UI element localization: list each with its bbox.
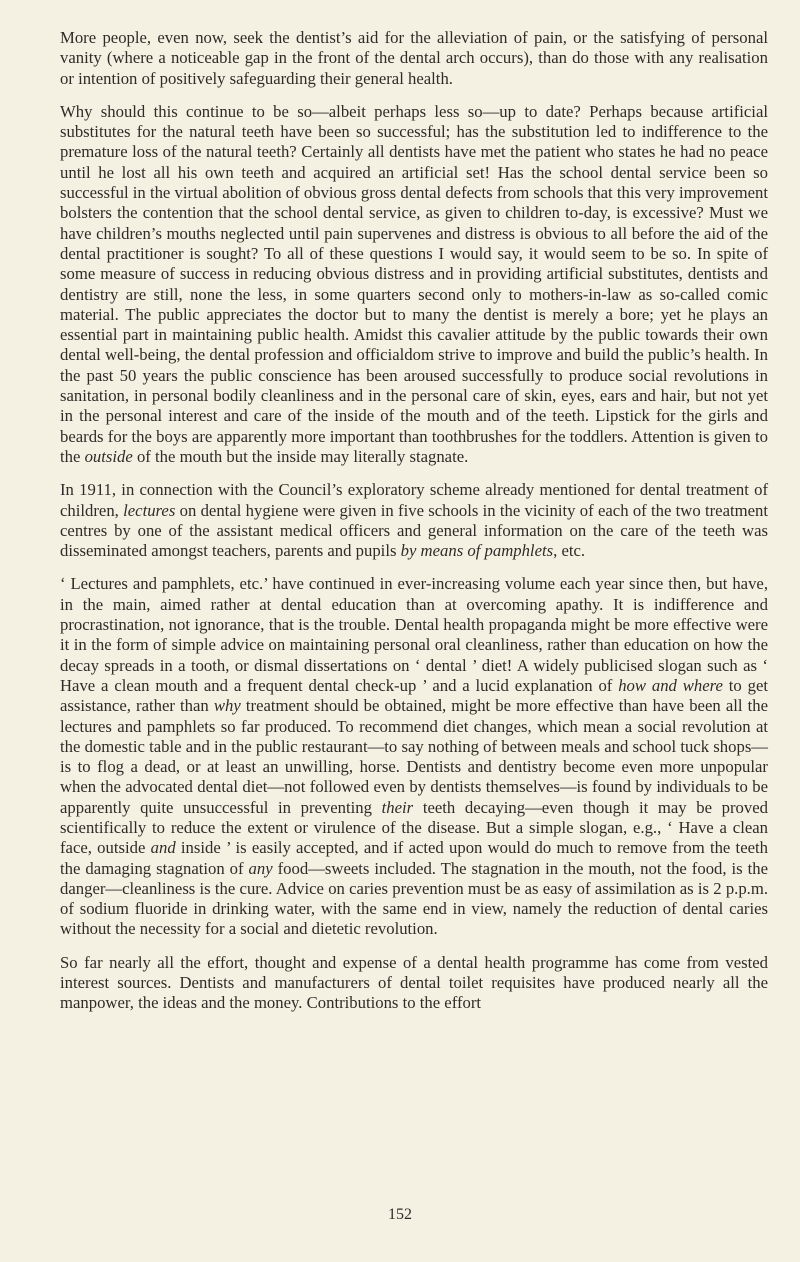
paragraph	[60, 102, 768, 467]
text-run: , etc.	[553, 541, 586, 561]
italic-text: why	[213, 696, 241, 716]
page-number: 152	[388, 1206, 412, 1223]
italic-text: their	[381, 797, 414, 817]
text-run: ‘ Lectures and pamphlets, etc.’ have continued in ever-increasing volume each year since then, but have, in the main, aimed rather at dental education than at overcoming apathy. It is indifference and procrastination, not ignorance, that is the trouble. Dental health propaganda might be more effective were it in the form of simple advice on maintaining personal oral cleanliness, rather than education on how the decay spreads in a tooth, or dismal dissertations on ‘ dental ’ diet! A widely publicised slogan such as ‘ Have a clean mouth and a frequent dental check-up ’ and a lucid explanation of	[60, 574, 768, 695]
text-run: of the mouth but the inside may literally stagnate.	[132, 446, 469, 466]
text-run: on dental hygiene were given in five schools in the vicinity of each of the two treatment centres by one of the assistant medical officers and general information on the care of the teeth was disseminated amongst teachers, parents and pupils	[60, 500, 768, 561]
italic-text: any	[248, 858, 273, 878]
paragraph	[60, 28, 768, 89]
text-run: teeth decaying—even though it may be proved scientifically to reduce the extent or virulence of the disease. But a simple slogan, e.g., ‘ Have a clean face, outside	[60, 797, 768, 858]
italic-text: and	[150, 838, 176, 858]
italic-text: by means of pamphlets	[400, 541, 554, 561]
text-run: treatment should be obtained, might be more effective than have been all the lectures and pamphlets so far produced. To recommend diet changes, which mean a social revolution at the domestic table and in the public restaurant—to say nothing of between meals and school tuck shops—is to flog a dead, or at least an unwilling, horse. Dentists and dentistry become even more unpopular when the advocated dental diet—not followed even by dentists themselves—is found by individuals to be apparently quite unsuccessful in preventing	[60, 696, 768, 817]
text-run: So far nearly all the effort, thought and expense of a dental health programme has come from vested interest sources. Dentists and manufacturers of dental toilet requisites have produced nearly all the manpower, the ideas and the money. Contributions to the effort	[60, 952, 768, 1013]
text-run: More people, even now, seek the dentist’s aid for the alleviation of pain, or the satisfying of personal vanity (where a noticeable gap in the front of the dental arch occurs), than do those with any realisation or intention of positively safeguarding their general health.	[60, 28, 768, 88]
text-run: In 1911, in connection with the Council’s exploratory scheme already mentioned for dental treatment of children,	[60, 480, 768, 520]
text-run: Why should this continue to be so—albeit perhaps less so—up to date? Perhaps because artificial substitutes for the natural teeth have been so successful; has the substitution led to indifference to the premature loss of the natural teeth? Certainly all dentists have met the patient who states he had no peace until he lost all his own teeth and acquired an artificial set! Has the school dental service been so successful in the virtual abolition of obvious gross dental defects from schools that this very improvement bolsters the contention that the school dental service, as given to children to-day, is excessive? Must we have children’s mouths neglected until pain supervenes and distress is obvious to all before the aid of the dental practitioner is sought? To all of these questions I would say, it would seem to be so. In spite of some measure of success in reducing obvious distress and in providing artificial substitutes, dentists and dentistry are still, none the less, in some quarters second only to mothers-in-law as so-called comic material. The public appreciates the doctor but to many the dentist is merely a bore; yet he plays an essential part in maintaining public health. Amidst this cavalier attitude by the public towards their own dental well-being, the dental profession and officialdom strive to improve and build the public’s health. In the past 50 years the public conscience has been aroused successfully to produce social revolutions in sanitation, in personal bodily cleanliness and in the personal care of skin, eyes, ears and hair, but not yet in the personal interest and care of the inside of the mouth and of the teeth. Lipstick for the girls and beards for the boys are apparently more important than toothbrushes for the toddlers. Attention is given to the	[60, 101, 768, 466]
text-run: food—sweets included. The stagnation in the mouth, not the food, is the danger—cleanliness is the cure. Advice on caries prevention must be as easy of assimilation as is 2 p.p.m. of sodium fluoride in drinking water, with the same end in view, namely the reduction of dental caries without the necessity for a social and dietetic revolution.	[60, 858, 769, 939]
paragraph	[60, 574, 768, 939]
italic-text: how and where	[618, 675, 723, 695]
paragraph	[60, 953, 768, 1014]
italic-text: lectures	[123, 500, 176, 520]
paragraph	[60, 480, 768, 561]
page-body	[60, 28, 768, 1027]
text-run: inside ’ is easily accepted, and if acted upon would do much to remove from the teeth the damaging stagnation of	[60, 838, 768, 878]
italic-text: outside	[84, 446, 133, 466]
text-run: to get assistance, rather than	[60, 675, 768, 716]
